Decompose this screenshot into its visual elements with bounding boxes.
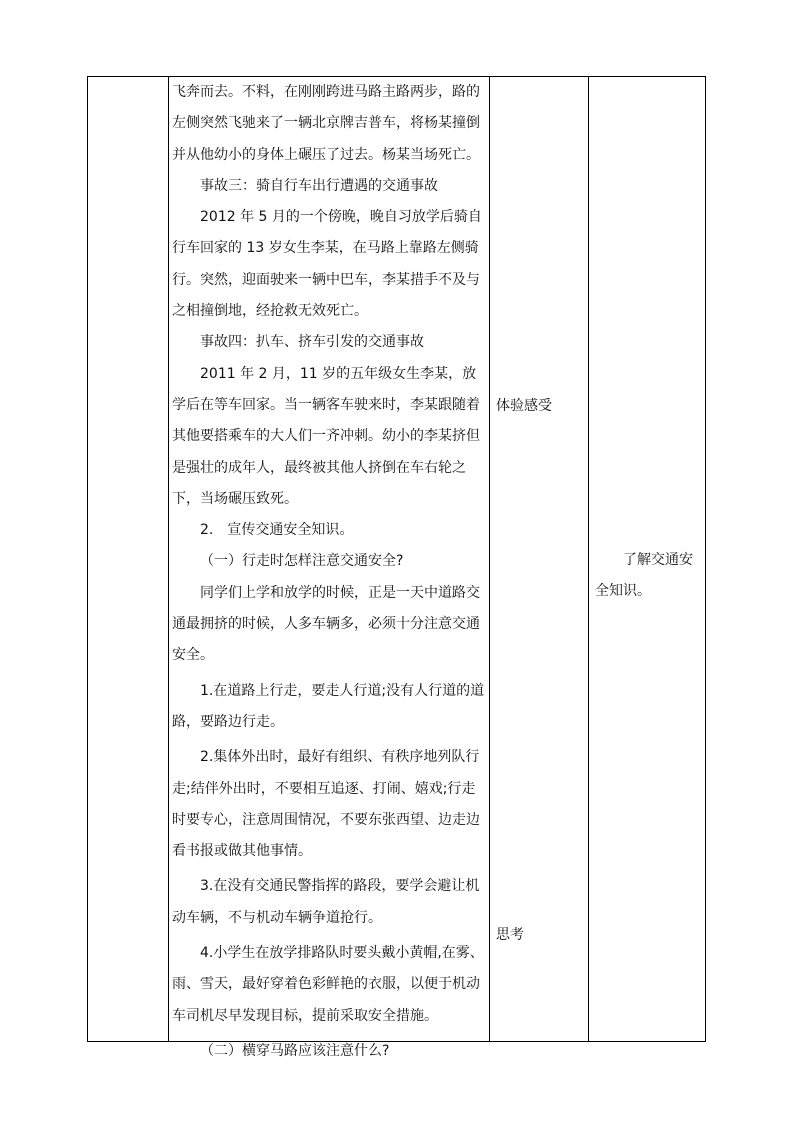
- paragraph-accident-four: 2011 年 2 月，11 岁的五年级女生李某，放学后在等车回家。当一辆客车驶来时，李某跟随着其他要搭乘车的大人们一齐冲刺。幼小的李某挤但是强壮的成年人，最终被其他人挤倒在车右轮之下，当场碾压致死。: [172, 365, 480, 507]
- rule-4: 4.小学生在放学排路队时要头戴小黄帽,在雾、雨、雪天，最好穿着色彩鲜艳的衣服，以便于机动车司机尽早发现目标，提前采取安全措施。: [172, 945, 484, 1024]
- heading-accident-four: 事故四：扒车、挤车引发的交通事故: [200, 334, 424, 351]
- question-walking-safety: （一）行走时怎样注意交通安全?: [200, 553, 404, 570]
- paragraph-walking-intro: 同学们上学和放学的时候，正是一天中道路交通最拥挤的时候，人多车辆多，必须十分注意交通安全。: [172, 584, 480, 664]
- rule-1: 1.在道路上行走，要走人行道;没有人行道的道路，要路边行走。: [172, 682, 485, 730]
- column-divider: [489, 77, 490, 1041]
- rule-3: 3.在没有交通民警指挥的路段，要学会避让机动车辆，不与机动车辆争道抢行。: [172, 878, 480, 926]
- section-safety-knowledge: 2. 宣传交通安全知识。: [200, 522, 354, 539]
- lesson-table: [87, 76, 706, 1059]
- teaching-goal: 了解交通安全知识。: [595, 552, 693, 599]
- question-crossing-road: （二）横穿马路应该注意什么?: [200, 1042, 390, 1059]
- column-divider: [168, 77, 169, 1041]
- column-divider: [588, 77, 589, 1041]
- student-activity-experience: 体验感受: [496, 398, 552, 414]
- teaching-content-column: [172, 77, 488, 1067]
- paragraph-accident-two-end: 飞奔而去。不料，在刚刚跨进马路主路两步，路的左侧突然飞驰来了一辆北京牌吉普车，将杨某撞倒并从他幼小的身体上碾压了过去。杨某当场死亡。: [172, 84, 480, 163]
- rule-2: 2.集体外出时，最好有组织、有秩序地列队行走;结伴外出时，不要相互追逐、打闹、嬉戏;行走时要专心，注意周围情况，不要东张西望、边走边看书报或做其他事情。: [172, 749, 480, 860]
- paragraph-accident-three: 2012 年 5 月的一个傍晚，晚自习放学后骑自行车回家的 13 岁女生李某，在马路上靠路左侧骑行。突然，迎面驶来一辆中巴车，李某措手不及与之相撞倒地，经抢救无效死亡。: [172, 209, 482, 320]
- heading-accident-three: 事故三：骑自行车出行遭遇的交通事故: [200, 177, 438, 194]
- student-activity-think: 思考: [496, 927, 524, 943]
